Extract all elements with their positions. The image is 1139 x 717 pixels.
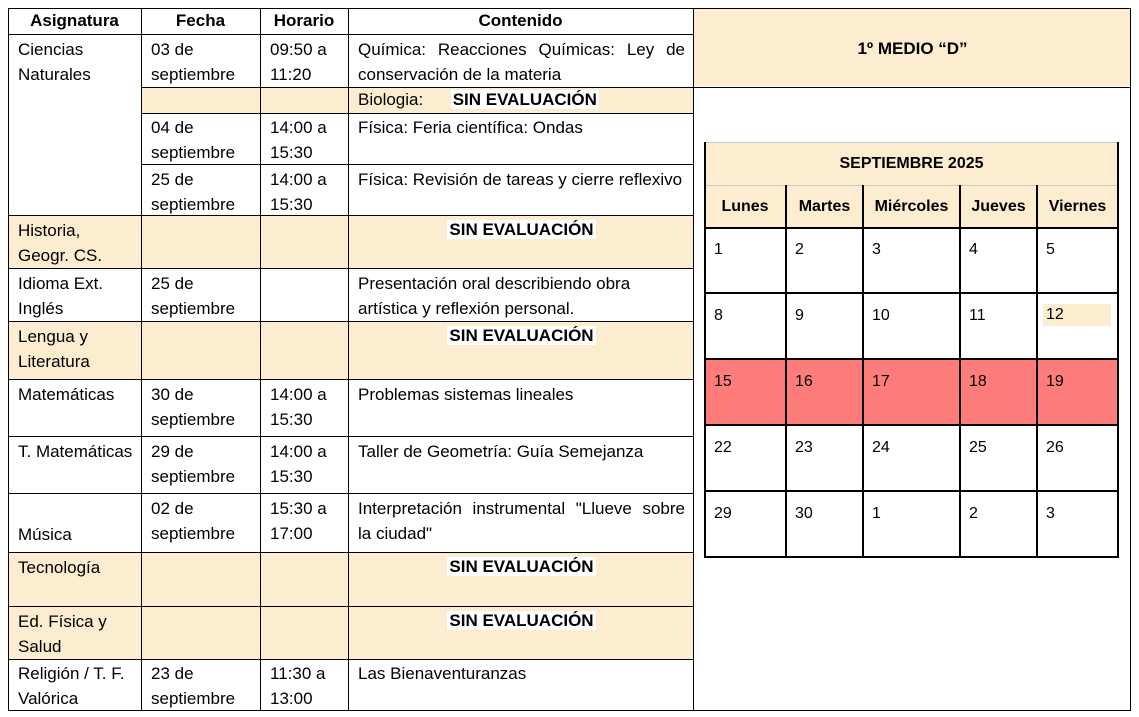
content-cell: Química: Reacciones Químicas: Ley de conservación de la materia (358, 40, 685, 84)
calendar-day: 10 (872, 307, 890, 324)
date-cell: 25 de septiembre (151, 170, 236, 214)
calendar-day: 1 (714, 241, 723, 258)
calendar-day-highlighted (1037, 294, 1118, 359)
subject-cell: Lengua y Literatura (8, 322, 141, 379)
time-cell (260, 269, 348, 321)
content-cell (348, 216, 693, 269)
date-cell (141, 322, 260, 379)
weekday-header: Lunes (705, 185, 785, 228)
calendar-day-holiday: 16 (786, 360, 863, 425)
date-cell (141, 553, 260, 606)
subject-cell: Tecnología (8, 553, 141, 606)
date-cell: 02 de septiembre (151, 499, 236, 543)
calendar-day-holiday: 18 (960, 360, 1037, 425)
status-badge: SIN EVALUACIÓN (449, 557, 594, 576)
calendar-day: 26 (1046, 439, 1064, 456)
content-cell: Presentación oral describiendo obra artística y reflexión personal. (358, 274, 631, 318)
subject-cell: Matemáticas (18, 385, 115, 404)
calendar-day: 5 (1046, 241, 1055, 258)
calendar-day: 9 (795, 307, 804, 324)
subject-cell: Ciencias Naturales (18, 40, 91, 84)
date-cell: 29 de septiembre (151, 442, 236, 486)
highlight-marker: 12 (1043, 304, 1111, 326)
content-cell (348, 553, 693, 606)
time-cell (260, 322, 348, 379)
calendar-day: 22 (714, 439, 732, 456)
weekday-header: Martes (786, 185, 863, 228)
header-date: Fecha (175, 11, 226, 30)
time-cell: 14:00 a 15:30 (270, 118, 327, 162)
calendar-day-holiday: 19 (1037, 360, 1118, 425)
time-cell: 09:50 a 11:20 (270, 40, 327, 84)
weekday-header: Viernes (1037, 185, 1118, 228)
time-cell (260, 553, 348, 606)
calendar-day-holiday: 17 (863, 360, 960, 425)
content-prefix: Biologia: (358, 90, 424, 109)
calendar-day: 8 (714, 307, 723, 324)
date-cell: 04 de septiembre (151, 118, 236, 162)
calendar-day: 24 (872, 439, 890, 456)
subject-cell: Música (18, 525, 72, 544)
content-cell (348, 87, 693, 113)
content-cell (348, 607, 693, 659)
calendar-day: 2 (969, 505, 978, 522)
course-title: 1º MEDIO “D” (693, 9, 1130, 86)
calendar-day: 11 (969, 307, 986, 324)
date-cell: 30 de septiembre (151, 385, 236, 429)
subject-cell: Idioma Ext. Inglés (18, 274, 104, 318)
content-cell: Taller de Geometría: Guía Semejanza (358, 442, 644, 461)
calendar-day: 2 (795, 241, 804, 258)
subject-cell: Religión / T. F. Valórica (18, 664, 125, 708)
header-content: Contenido (478, 11, 563, 30)
date-cell (141, 216, 260, 269)
content-cell: Interpretación instrumental "Llueve sobre la ciudad" (358, 499, 685, 543)
date-cell (141, 87, 260, 113)
calendar-day: 3 (1046, 505, 1055, 522)
time-cell (260, 87, 348, 113)
time-cell: 14:00 a 15:30 (270, 170, 327, 214)
date-cell: 03 de septiembre (151, 40, 236, 84)
weekday-header: Miércoles (863, 185, 960, 228)
time-cell: 14:00 a 15:30 (270, 385, 327, 429)
subject-cell: Historia, Geogr. CS. (8, 216, 141, 269)
time-cell (260, 216, 348, 269)
calendar-day: 23 (795, 439, 813, 456)
calendar-day: 30 (795, 505, 813, 522)
time-cell: 11:30 a 13:00 (270, 664, 326, 708)
date-cell (141, 607, 260, 659)
time-cell (260, 607, 348, 659)
calendar-day-holiday: 15 (705, 360, 785, 425)
calendar-day: 1 (872, 505, 881, 522)
status-badge: SIN EVALUACIÓN (449, 326, 594, 345)
calendar-day: 29 (714, 505, 732, 522)
content-cell: Física: Feria científica: Ondas (358, 118, 583, 137)
calendar-day: 3 (872, 241, 881, 258)
time-cell: 14:00 a 15:30 (270, 442, 327, 486)
content-cell: Problemas sistemas lineales (358, 385, 574, 404)
time-cell: 15:30 a 17:00 (270, 499, 327, 543)
content-cell: Física: Revisión de tareas y cierre reflexivo (358, 170, 683, 189)
header-time: Horario (273, 11, 335, 30)
weekday-header: Jueves (960, 185, 1037, 228)
subject-cell: Ed. Física y Salud (8, 607, 141, 659)
status-badge: SIN EVALUACIÓN (449, 220, 594, 239)
status-badge: SIN EVALUACIÓN (449, 611, 594, 630)
content-cell: Las Bienaventuranzas (358, 664, 527, 683)
date-cell: 25 de septiembre (151, 274, 236, 318)
calendar-day: 25 (969, 439, 987, 456)
content-cell (348, 322, 693, 379)
status-badge: SIN EVALUACIÓN (452, 90, 597, 109)
calendar-title: SEPTIEMBRE 2025 (705, 143, 1118, 185)
date-cell: 23 de septiembre (151, 664, 236, 708)
calendar-day: 4 (969, 241, 978, 258)
header-subject: Asignatura (30, 11, 119, 30)
subject-cell: T. Matemáticas (18, 442, 133, 461)
